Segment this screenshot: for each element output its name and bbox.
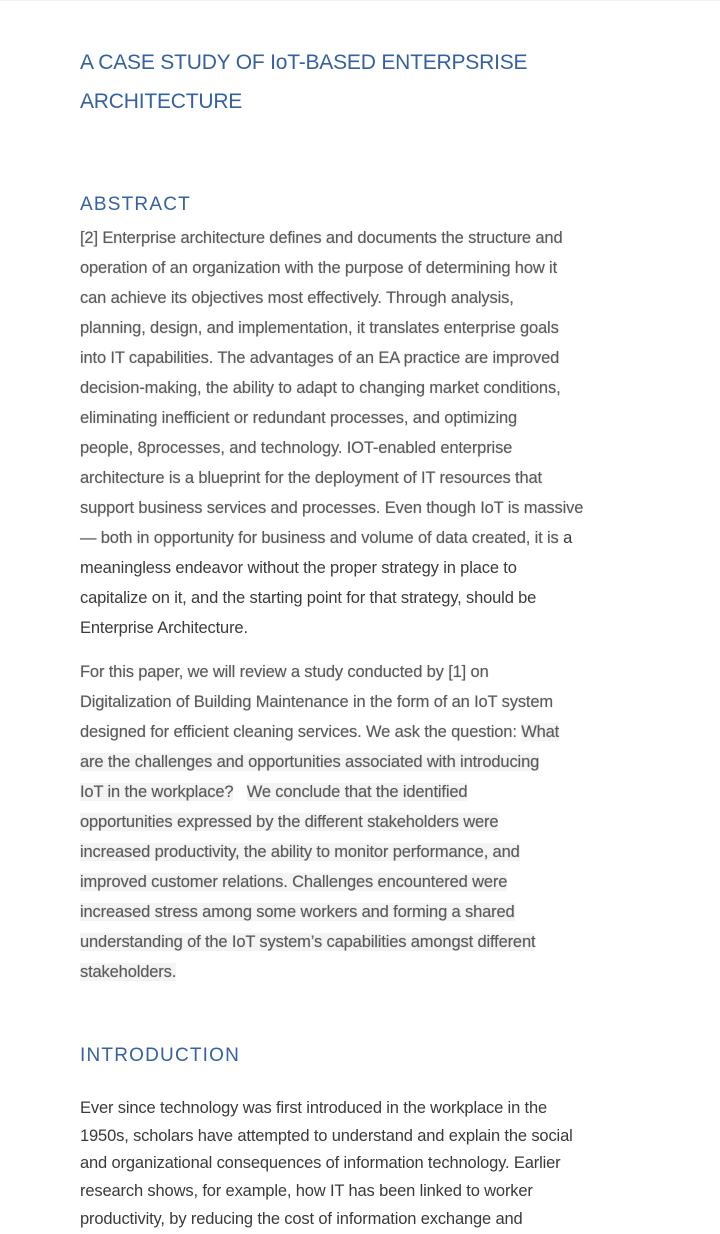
abstract-paragraph-2 <box>80 657 680 987</box>
text-line: opportunities expressed by the different stakeholders were <box>80 813 499 831</box>
text-line: increased stress among some workers and forming a shared <box>80 903 515 921</box>
text-line: understanding of the IoT system’s capabilities amongst different <box>80 933 536 951</box>
abstract-paragraph-1 <box>80 223 680 643</box>
text-line: improved customer relations. Challenges encountered were <box>80 873 508 891</box>
text-line: Ever since technology was first introduced in the workplace in the <box>80 1099 548 1117</box>
text-line: are the challenges and opportunities associated with introducing <box>80 753 540 771</box>
introduction-paragraph <box>80 1095 680 1234</box>
text-line: decision-making, the ability to adapt to changing market conditions, <box>80 379 561 397</box>
text-line: and organizational consequences of information technology. Earlier <box>80 1154 561 1173</box>
title-line-2: ARCHITECTURE <box>80 90 243 113</box>
text-line: architecture is a blueprint for the deployment of IT resources that <box>80 469 542 487</box>
text-line: operation of an organization with the purpose of determining how it <box>80 259 558 277</box>
text-line: IoT in the workplace? We conclude that the identified <box>80 783 468 801</box>
text-line: research shows, for example, how IT has been linked to worker <box>80 1182 533 1201</box>
text-line: Enterprise Architecture. <box>80 619 248 637</box>
text-line: Digitalization of Building Maintenance in the form of an IoT system <box>80 693 553 711</box>
text-line: meaningless endeavor without the proper strategy in place to <box>80 559 517 577</box>
document-title <box>80 43 660 121</box>
text-line: planning, design, and implementation, it translates enterprise goals <box>80 319 559 337</box>
text-line: capitalize on it, and the starting point for that strategy, should be <box>80 589 537 607</box>
title-line-1: A CASE STUDY OF IoT-BASED ENTERPSRISE <box>80 51 528 74</box>
text-line: eliminating inefficient or redundant processes, and optimizing <box>80 409 518 427</box>
text-line: 1950s, scholars have attempted to understand and explain the social <box>80 1126 573 1145</box>
text-line: into IT capabilities. The advantages of an EA practice are improved <box>80 349 560 367</box>
text-line: productivity, by reducing the cost of information exchange and <box>80 1209 523 1228</box>
text-line: designed for efficient cleaning services. We ask the question: What <box>80 723 560 741</box>
text-line: — both in opportunity for business and volume of data created, it is a <box>80 529 573 547</box>
text-line: increased productivity, the ability to monitor performance, and <box>80 843 520 861</box>
text-line: can achieve its objectives most effectively. Through analysis, <box>80 289 514 307</box>
text-line: people, 8processes, and technology. IOT-enabled enterprise <box>80 439 513 457</box>
text-line: stakeholders. <box>80 963 177 981</box>
text-line: For this paper, we will review a study conducted by [1] on <box>80 663 489 681</box>
section-heading-introduction: INTRODUCTION <box>80 1045 241 1066</box>
text-line: [2] Enterprise architecture defines and documents the structure and <box>80 229 563 247</box>
text-line: support business services and processes. Even though IoT is massive <box>80 499 584 517</box>
section-heading-abstract: ABSTRACT <box>80 194 191 215</box>
